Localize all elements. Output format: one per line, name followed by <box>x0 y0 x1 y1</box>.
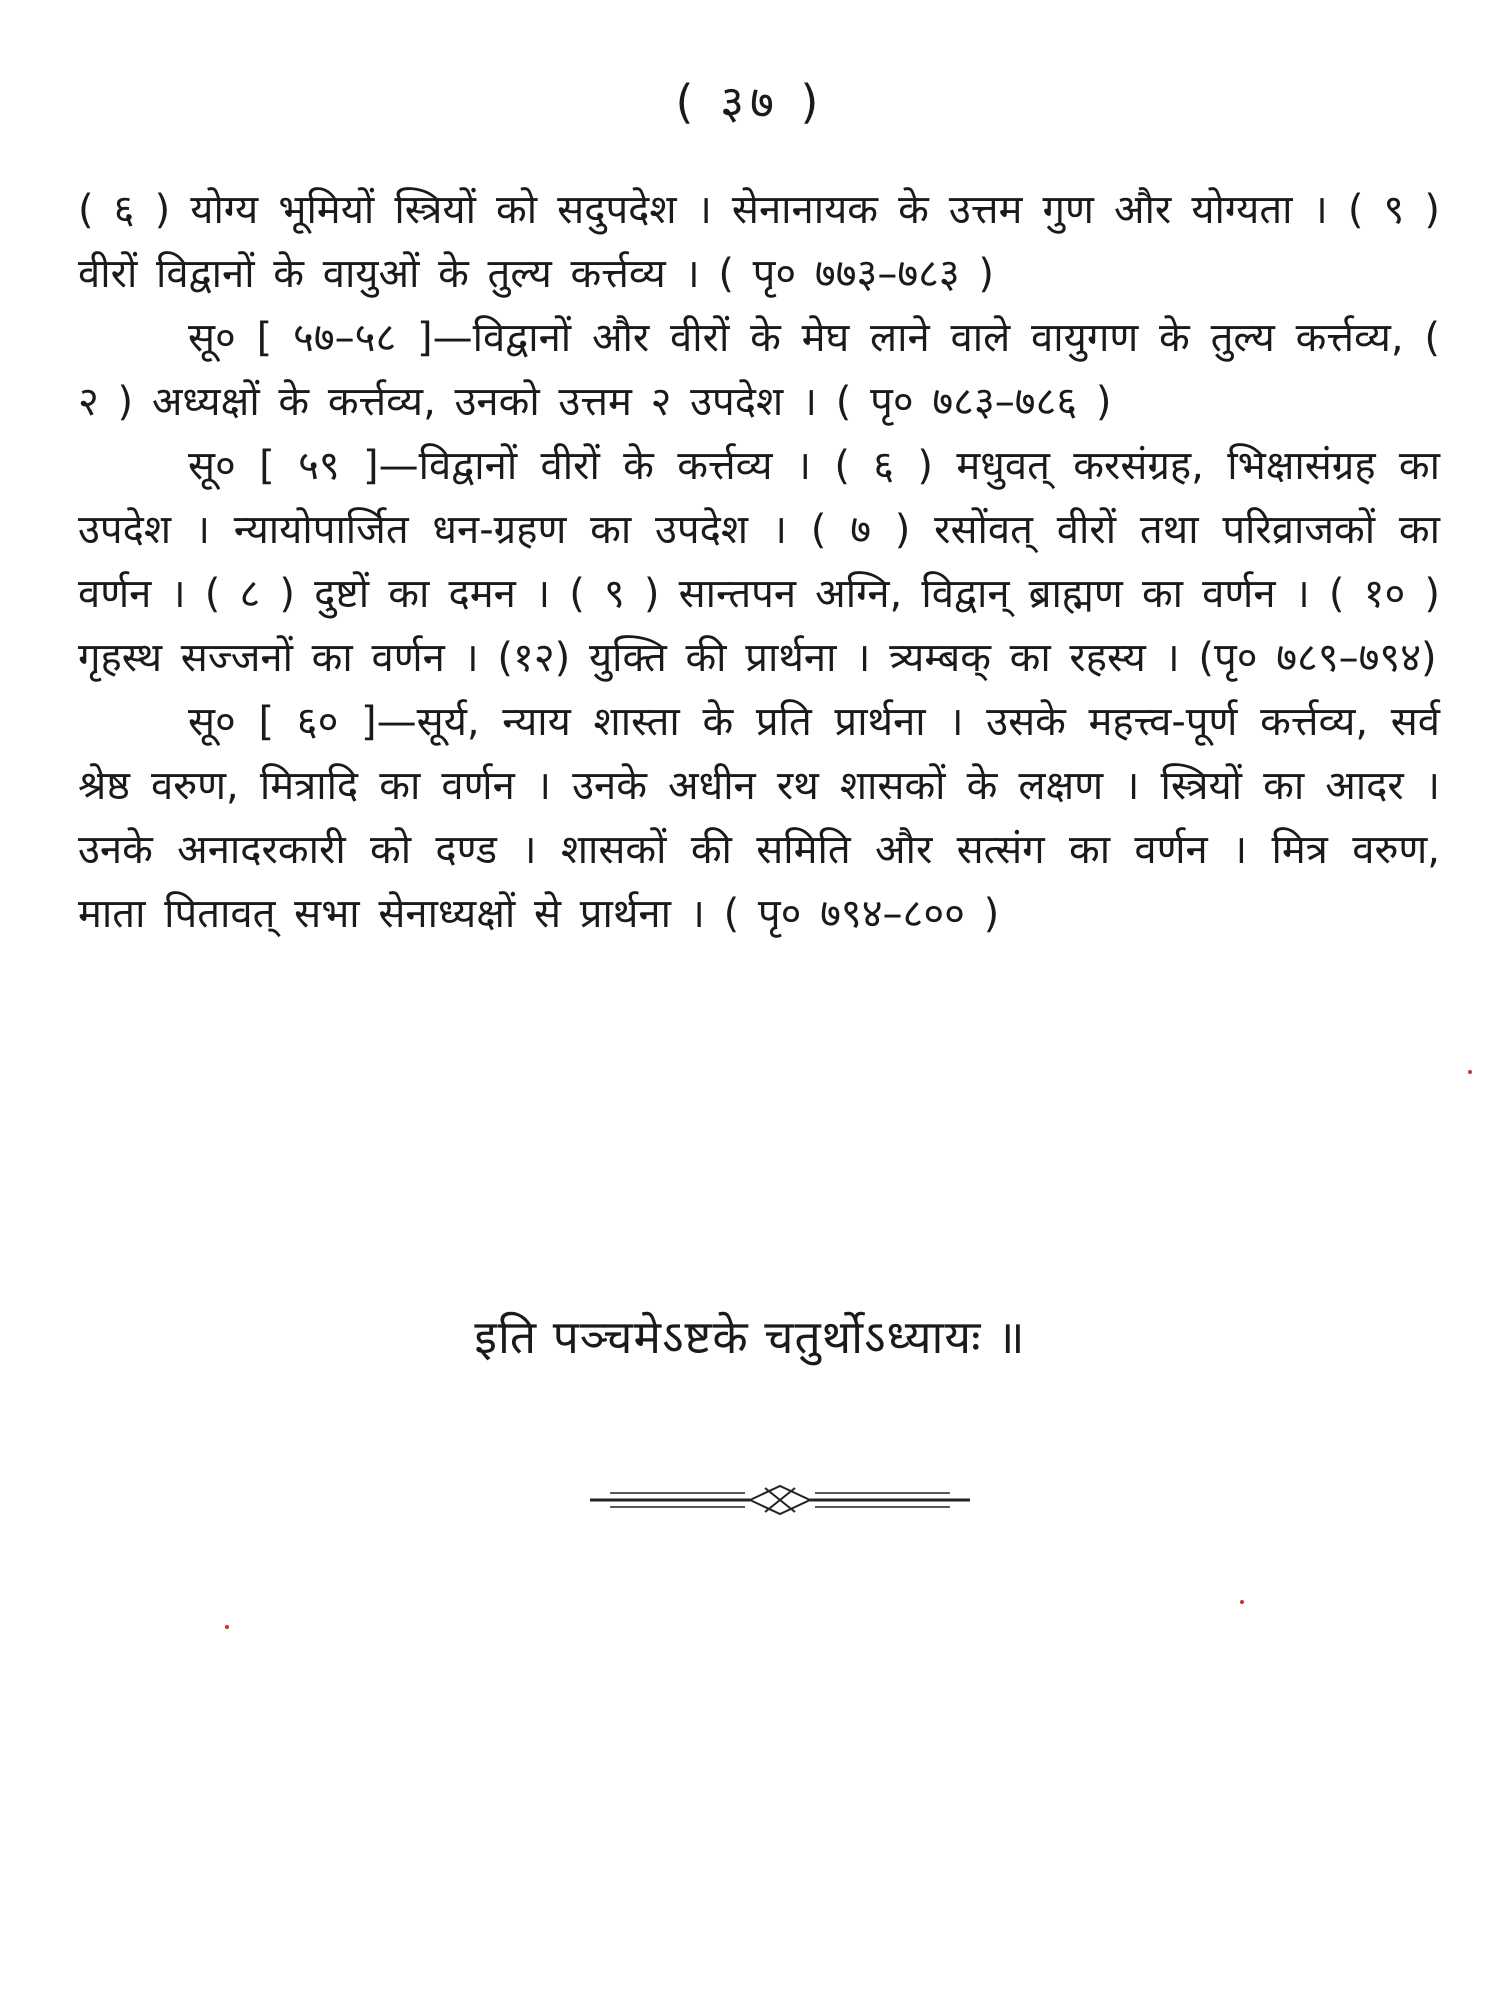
ornament-divider <box>580 1480 980 1520</box>
speck-mark <box>1240 1600 1244 1604</box>
entry-sukta-57-58: सू० [ ५७–५८ ]—विद्वानों और वीरों के मेघ लाने वाले वायुगण के तुल्य कर्त्तव्य, ( २ ) अध्यक्षों के कर्त्तव्य, उनको उत्तम २ उपदेश । ( पृ० ७८३–७८६ ) <box>78 315 1440 425</box>
entry-sukta-60: सू० [ ६० ]—सूर्य, न्याय शास्ता के प्रति प्रार्थना । उसके महत्त्व-पूर्ण कर्त्तव्य, सर्व श्रेष्ठ वरुण, मित्रादि का वर्णन । उनके अधीन रथ शासकों के लक्षण । स्त्रियों का आदर । उनके अनादरकारी को दण्ड । शासकों की समिति और सत्संग का वर्णन । मित्र वरुण, माता पितावत् सभा सेनाध्यक्षों से प्रार्थना । ( पृ० ७९४–८०० ) <box>78 699 1440 937</box>
entry-sukta-56: ( ६ ) योग्य भूमियों स्त्रियों को सदुपदेश । सेनानायक के उत्तम गुण और योग्यता । ( ९ ) वीरों विद्वानों के वायुओं के तुल्य कर्त्तव्य । ( पृ० ७७३–७८३ ) <box>78 187 1440 297</box>
content-body <box>78 178 1440 946</box>
page-number: ( ३७ ) <box>675 75 825 129</box>
speck-mark <box>1468 1070 1472 1074</box>
chapter-closing: इति पञ्चमेऽष्टके चतुर्थोऽध्यायः ॥ <box>474 1310 1026 1364</box>
speck-mark <box>225 1625 229 1629</box>
entry-sukta-59: सू० [ ५९ ]—विद्वानों वीरों के कर्त्तव्य । ( ६ ) मधुवत् करसंग्रह, भिक्षासंग्रह का उपदेश । न्यायोपार्जित धन-ग्रहण का उपदेश । ( ७ ) रसोंवत् वीरों तथा परिव्राजकों का वर्णन । ( ८ ) दुष्टों का दमन । ( ९ ) सान्तपन अग्नि, विद्वान् ब्राह्मण का वर्णन । ( १० ) गृहस्थ सज्जनों का वर्णन । (१२) युक्ति की प्रार्थना । त्र्यम्बक् का रहस्य । (पृ० ७८९–७९४) <box>78 443 1440 681</box>
